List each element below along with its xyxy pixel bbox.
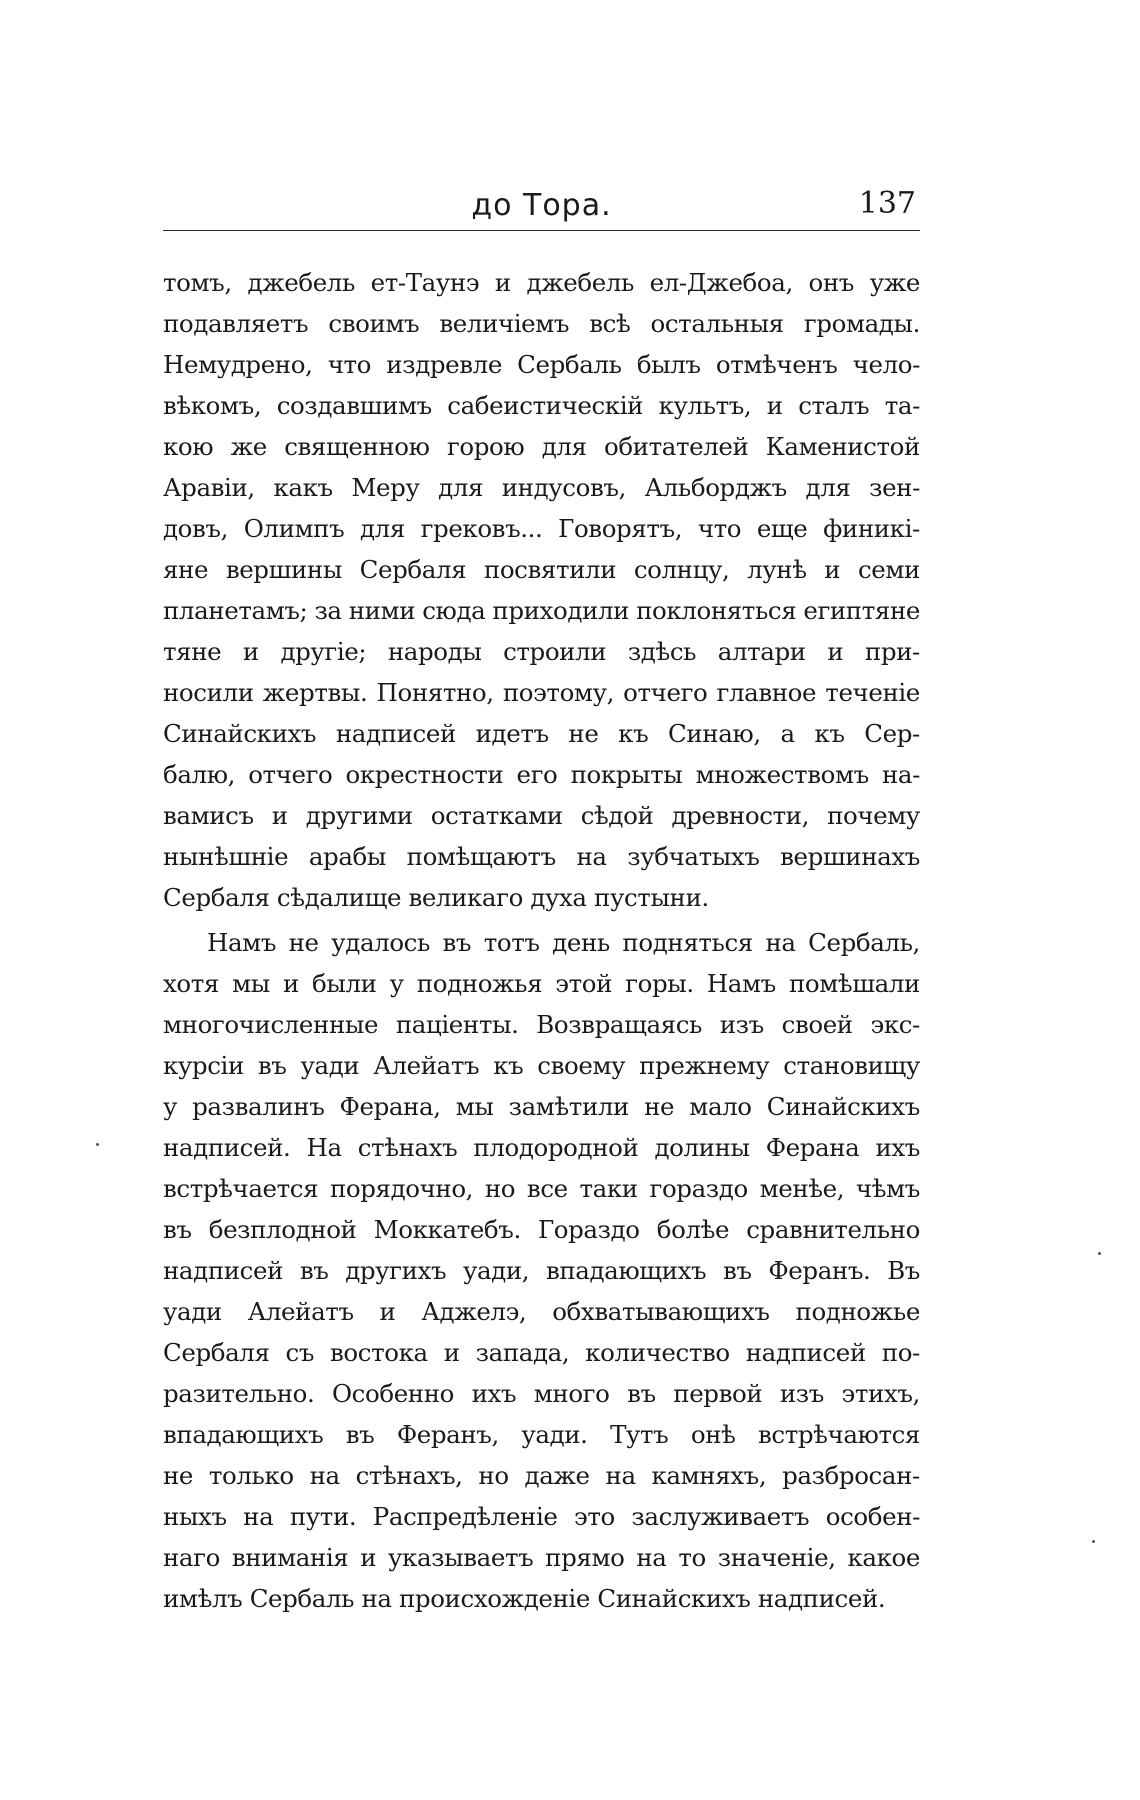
text-line: у развалинъ Ферана, мы замѣтили не мало Синайскихъ	[163, 1092, 920, 1121]
body-text	[163, 262, 920, 1619]
text-line: Немудрено, что издревле Сербаль былъ отмѣченъ чело-	[163, 350, 920, 379]
text-line: подавляетъ своимъ величіемъ всѣ остальныя громады.	[163, 309, 920, 338]
scan-speck	[1092, 1540, 1095, 1543]
text-line: Сербаля съ востока и запада, количество надписей по-	[163, 1338, 920, 1367]
text-line: Аравіи, какъ Меру для индусовъ, Альборджъ для зен-	[163, 473, 920, 502]
text-line: нынѣшніе арабы помѣщаютъ на зубчатыхъ вершинахъ	[163, 842, 920, 871]
text-line: Синайскихъ надписей идетъ не къ Синаю, а къ Сер-	[163, 719, 920, 748]
text-line: довъ, Олимпъ для грековъ... Говорятъ, что еще финикі-	[163, 514, 920, 543]
paragraph	[163, 262, 920, 918]
text-line: томъ, джебель ет-Таунэ и джебель ел-Джебоа, онъ уже	[163, 268, 920, 297]
text-line: курсіи въ уади Алейатъ къ своему прежнему становищу	[163, 1051, 920, 1080]
text-line: ныхъ на пути. Распредѣленіе это заслуживаетъ особен-	[163, 1502, 920, 1531]
text-line: наго вниманія и указываетъ прямо на то значеніе, какое	[163, 1543, 920, 1572]
text-line: кою же священною горою для обитателей Каменистой	[163, 432, 920, 461]
running-title: до Тора.	[471, 188, 612, 223]
text-line: Намъ не удалось въ тотъ день подняться на Сербаль,	[207, 928, 920, 957]
text-line: имѣлъ Сербаль на происхожденіе Синайскихъ надписей.	[163, 1584, 886, 1613]
running-head	[163, 180, 920, 231]
text-line: въ безплодной Моккатебъ. Гораздо болѣе сравнительно	[163, 1215, 920, 1244]
text-line: встрѣчается порядочно, но все таки гораздо менѣе, чѣмъ	[163, 1174, 920, 1203]
text-line: вѣкомъ, создавшимъ сабеистическій культъ, и сталъ та-	[163, 391, 920, 420]
text-line: балю, отчего окрестности его покрыты множествомъ на-	[163, 760, 920, 789]
text-line: тяне и другіе; народы строили здѣсь алтари и при-	[163, 637, 920, 666]
text-line: разительно. Особенно ихъ много въ первой изъ этихъ,	[163, 1379, 920, 1408]
text-line: надписей въ другихъ уади, впадающихъ въ Феранъ. Въ	[163, 1256, 920, 1285]
text-line: уади Алейатъ и Аджелэ, обхватывающихъ подножье	[163, 1297, 920, 1326]
text-line: впадающихъ въ Феранъ, уади. Тутъ онѣ встрѣчаются	[163, 1420, 920, 1449]
paragraph	[163, 922, 920, 1619]
text-line: носили жертвы. Понятно, поэтому, отчего главное теченіе	[163, 678, 920, 707]
text-line: надписей. На стѣнахъ плодородной долины Ферана ихъ	[163, 1133, 920, 1162]
scan-speck	[96, 1143, 99, 1146]
page-number: 137	[858, 186, 916, 221]
text-line: Сербаля сѣдалище великаго духа пустыни.	[163, 883, 709, 912]
scan-speck	[1098, 1252, 1101, 1255]
text-line: не только на стѣнахъ, но даже на камняхъ, разбросан-	[163, 1461, 920, 1490]
text-line: хотя мы и были у подножья этой горы. Намъ помѣшали	[163, 969, 920, 998]
text-line: многочисленные паціенты. Возвращаясь изъ своей экс-	[163, 1010, 920, 1039]
text-line: планетамъ; за ними сюда приходили поклоняться египтяне	[163, 596, 920, 625]
text-line: яне вершины Сербаля посвятили солнцу, лунѣ и семи	[163, 555, 920, 584]
text-line: вамисъ и другими остатками сѣдой древности, почему	[163, 801, 920, 830]
